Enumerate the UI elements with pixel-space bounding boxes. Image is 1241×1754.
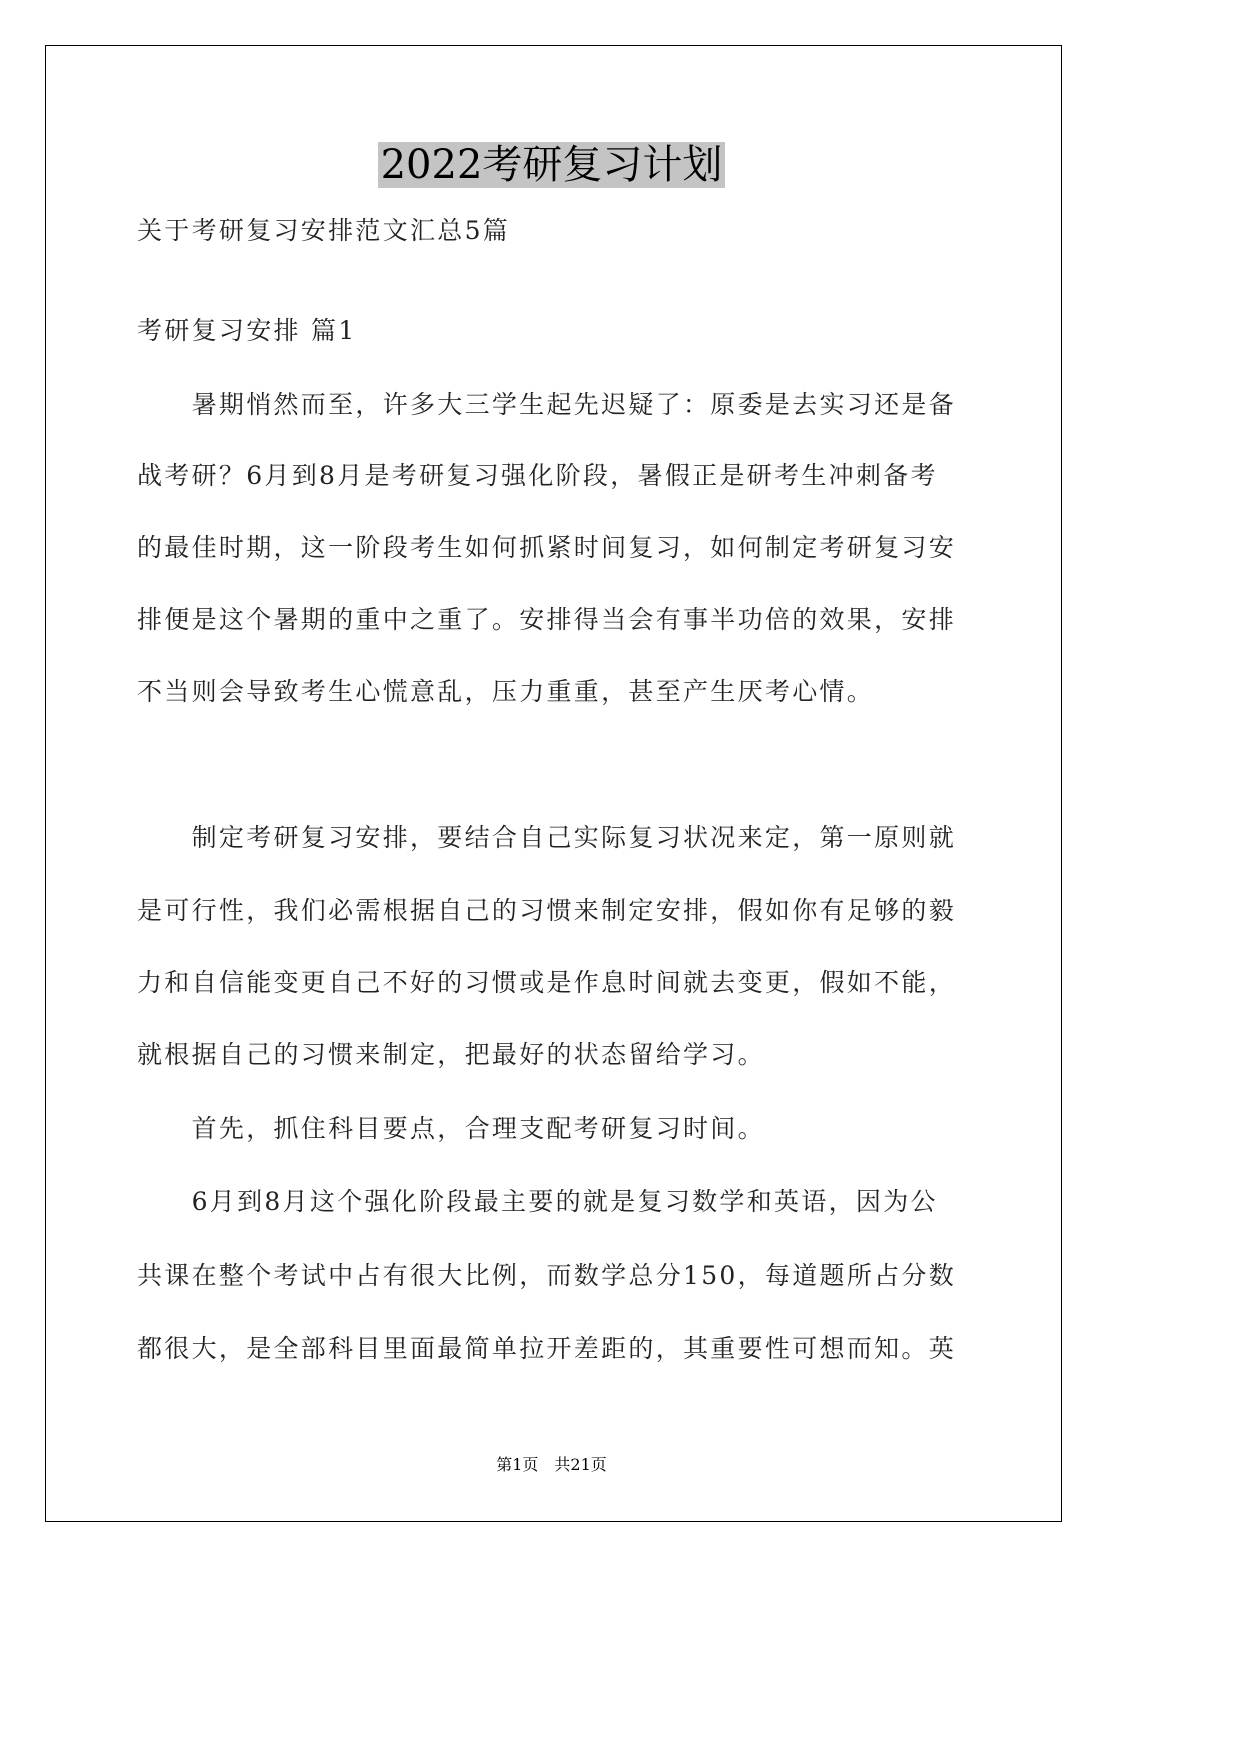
paragraph-line: 的最佳时期，这一阶段考生如何抓紧时间复习，如何制定考研复习安: [137, 533, 957, 562]
paragraph-line: 是可行性，我们必需根据自己的习惯来制定安排，假如你有足够的毅: [137, 896, 957, 925]
page-footer: 第1页 共21页: [496, 1455, 607, 1474]
paragraph-line: 6月到8月这个强化阶段最主要的就是复习数学和英语，因为公: [137, 1187, 938, 1216]
paragraph-line: 制定考研复习安排，要结合自己实际复习状况来定，第一原则就: [137, 823, 957, 852]
page-border: [45, 45, 1062, 1522]
paragraph-line: 共课在整个考试中占有很大比例，而数学总分150，每道题所占分数: [137, 1261, 957, 1290]
paragraph-line: 排便是这个暑期的重中之重了。安排得当会有事半功倍的效果，安排: [137, 605, 957, 634]
document-title: 2022考研复习计划: [0, 138, 1103, 192]
paragraph-line: 暑期悄然而至，许多大三学生起先迟疑了：原委是去实习还是备: [137, 390, 957, 419]
section-heading: 考研复习安排 篇1: [137, 316, 357, 345]
paragraph-line: 就根据自己的习惯来制定，把最好的状态留给学习。: [137, 1040, 765, 1069]
subtitle: 关于考研复习安排范文汇总5篇: [137, 216, 511, 245]
paragraph-line: 都很大，是全部科目里面最简单拉开差距的，其重要性可想而知。英: [137, 1334, 957, 1363]
paragraph-line: 不当则会导致考生心慌意乱，压力重重，甚至产生厌考心情。: [137, 677, 875, 706]
paragraph-line: 力和自信能变更自己不好的习惯或是作息时间就去变更，假如不能，: [137, 968, 957, 997]
paragraph-line: 首先，抓住科目要点，合理支配考研复习时间。: [137, 1114, 765, 1143]
paragraph-line: 战考研？6月到8月是考研复习强化阶段，暑假正是研考生冲刺备考: [137, 461, 938, 490]
